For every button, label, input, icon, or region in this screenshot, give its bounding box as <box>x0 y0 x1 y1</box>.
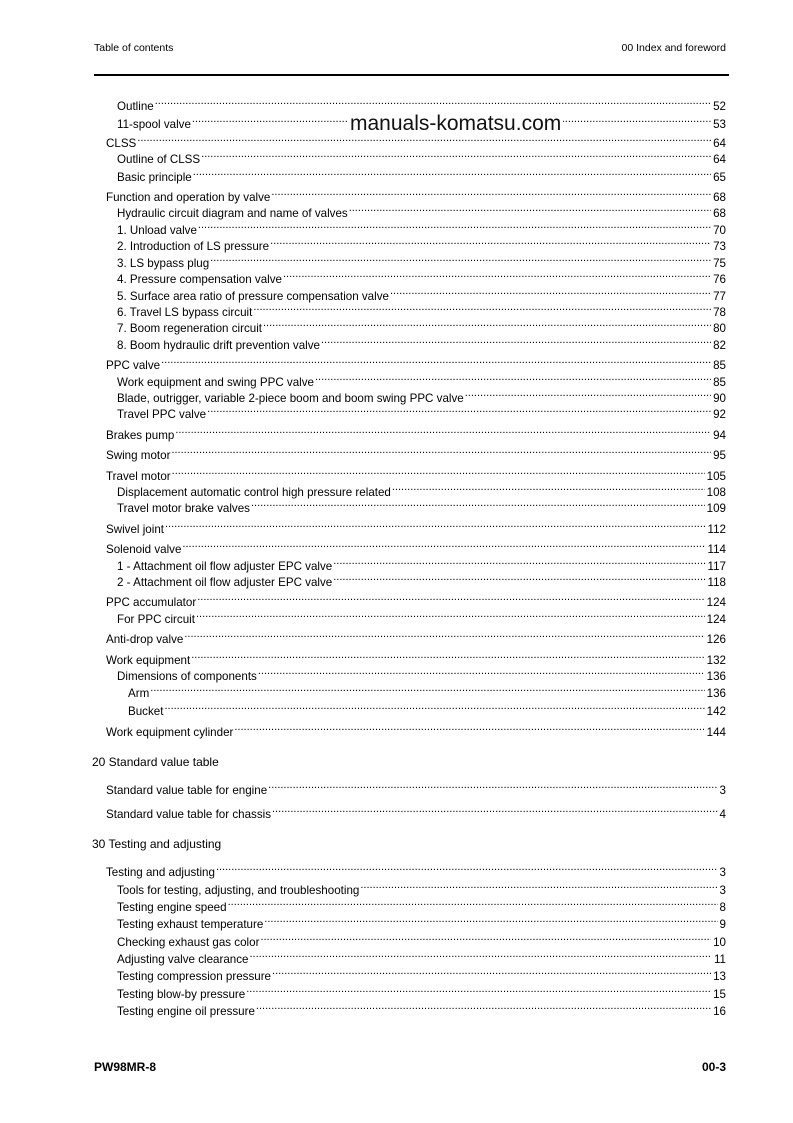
dot-leader <box>155 94 711 110</box>
toc-entry[interactable] <box>117 496 726 515</box>
dot-leader <box>193 165 711 181</box>
toc-entry[interactable] <box>117 999 726 1018</box>
dot-leader <box>251 496 705 512</box>
dot-leader <box>333 570 705 586</box>
toc-entry-page: 109 <box>706 502 726 515</box>
dot-leader <box>191 648 704 664</box>
toc-entry-page: 3 <box>719 884 726 897</box>
toc-entry[interactable] <box>106 353 726 372</box>
toc-entry-label: Brakes pump <box>106 429 175 442</box>
toc-entry-label: Swivel joint <box>106 523 164 536</box>
dot-leader <box>249 947 711 963</box>
dot-leader <box>283 267 711 283</box>
toc-entry[interactable] <box>117 386 726 405</box>
toc-entry[interactable] <box>117 480 726 499</box>
toc-entry-label: PPC valve <box>106 359 161 372</box>
toc-entry[interactable] <box>117 895 726 914</box>
dot-leader <box>182 537 705 553</box>
toc-entry-label: 11-spool valve <box>117 118 191 131</box>
toc-entry-label: 1. Unload valve <box>117 224 197 237</box>
toc-entry[interactable] <box>106 443 726 462</box>
toc-entry[interactable] <box>106 627 726 646</box>
toc-entry-page: 68 <box>713 191 726 204</box>
dot-leader <box>246 982 711 998</box>
toc-entry[interactable] <box>117 570 726 589</box>
toc-entry-page: 136 <box>706 687 726 700</box>
toc-entry-label: 6. Travel LS bypass circuit <box>117 306 253 319</box>
dot-leader <box>268 778 717 794</box>
dot-leader <box>315 370 711 386</box>
toc-entry[interactable] <box>117 201 726 220</box>
dot-leader <box>260 930 711 946</box>
toc-entry-page: 53 <box>713 118 726 131</box>
section-heading: 30 Testing and adjusting <box>92 837 222 851</box>
watermark: manuals-komatsu.com <box>350 112 562 135</box>
toc-entry[interactable] <box>117 147 726 166</box>
toc-entry-page: 124 <box>706 596 726 609</box>
toc-entry[interactable] <box>106 778 726 797</box>
toc-entry[interactable] <box>106 464 726 483</box>
toc-entry-label: 2 - Attachment oil flow adjuster EPC valve <box>117 576 333 589</box>
toc-entry-label: Swing motor <box>106 449 171 462</box>
toc-entry[interactable] <box>117 234 726 253</box>
toc-entry-page: 9 <box>719 918 726 931</box>
toc-entry-page: 64 <box>713 153 726 166</box>
toc-entry-page: 118 <box>707 576 726 589</box>
toc-entry-page: 3 <box>719 784 726 797</box>
toc-entry-label: Standard value table for engine <box>106 784 268 797</box>
dot-leader <box>172 464 705 480</box>
toc-entry-page: 80 <box>713 322 726 335</box>
toc-entry-label: Hydraulic circuit diagram and name of valves <box>117 207 348 220</box>
toc-entry-label: Testing blow-by pressure <box>117 988 246 1001</box>
toc-entry-page: 73 <box>713 240 726 253</box>
toc-entry-page: 92 <box>713 408 726 421</box>
dot-leader <box>321 333 711 349</box>
toc-entry-label: CLSS <box>106 137 137 150</box>
toc-entry-page: 10 <box>713 936 726 949</box>
dot-leader <box>258 664 705 680</box>
header-chapter-title: 00 Index and foreword <box>621 42 726 54</box>
toc-entry[interactable] <box>128 681 726 700</box>
toc-entry[interactable] <box>117 930 726 949</box>
dot-leader <box>207 402 711 418</box>
dot-leader <box>164 699 704 715</box>
toc-entry-page: 16 <box>713 1005 726 1018</box>
toc-entry[interactable] <box>117 664 726 683</box>
toc-entry-label: Displacement automatic control high pressure related <box>117 486 391 499</box>
toc-entry[interactable] <box>117 300 726 319</box>
dot-leader <box>256 999 711 1015</box>
toc-entry-label: 3. LS bypass plug <box>117 257 210 270</box>
toc-entry[interactable] <box>117 947 726 966</box>
toc-entry-label: Work equipment <box>106 654 191 667</box>
toc-entry-label: Testing engine speed <box>117 901 227 914</box>
toc-entry-label: 1 - Attachment oil flow adjuster EPC valve <box>117 560 333 573</box>
toc-entry-page: 15 <box>713 988 726 1001</box>
toc-entry-page: 3 <box>719 866 726 879</box>
toc-entry[interactable] <box>117 333 726 352</box>
toc-entry-page: 76 <box>713 273 726 286</box>
toc-entry-label: Checking exhaust gas color <box>117 936 260 949</box>
toc-entry-page: 136 <box>706 670 726 683</box>
dot-leader <box>392 480 705 496</box>
toc-entry-page: 95 <box>713 449 726 462</box>
toc-entry[interactable] <box>106 802 726 821</box>
toc-entry[interactable] <box>117 165 726 184</box>
toc-entry-label: Travel motor brake valves <box>117 502 250 515</box>
toc-entry-page: 132 <box>706 654 726 667</box>
toc-entry-label: Travel PPC valve <box>117 408 207 421</box>
toc-entry-page: 112 <box>707 523 726 536</box>
toc-entry-page: 75 <box>713 257 726 270</box>
section-heading: 20 Standard value table <box>92 755 219 769</box>
toc-entry-label: Standard value table for chassis <box>106 808 271 821</box>
toc-entry[interactable] <box>117 982 726 1001</box>
toc-entry-label: PPC accumulator <box>106 596 197 609</box>
toc-entry-page: 105 <box>706 470 726 483</box>
toc-entry-label: 7. Boom regeneration circuit <box>117 322 262 335</box>
dot-leader <box>165 517 706 533</box>
toc-entry-page: 85 <box>713 359 726 372</box>
dot-leader <box>465 386 711 402</box>
toc-entry-page: 85 <box>713 376 726 389</box>
toc-entry-page: 108 <box>706 486 726 499</box>
footer-model: PW98MR-8 <box>94 1060 157 1074</box>
toc-entry-label: 8. Boom hydraulic drift prevention valve <box>117 339 320 352</box>
toc-entry-page: 78 <box>713 306 726 319</box>
dot-leader <box>272 964 711 980</box>
toc-entry-page: 4 <box>719 808 726 821</box>
dot-leader <box>271 185 711 201</box>
dot-leader <box>184 627 704 643</box>
toc-entry-label: Work equipment cylinder <box>106 726 234 739</box>
toc-entry-label: Adjusting valve clearance <box>117 953 249 966</box>
toc-entry-page: 142 <box>706 705 726 718</box>
toc-entry-page: 126 <box>706 633 726 646</box>
toc-entry[interactable] <box>106 648 726 667</box>
toc-entry[interactable] <box>117 912 726 931</box>
toc-entry[interactable] <box>117 251 726 270</box>
header-section-title: Table of contents <box>94 42 174 54</box>
toc-entry[interactable] <box>117 267 726 286</box>
toc-entry[interactable] <box>117 402 726 421</box>
toc-entry-label: 2. Introduction of LS pressure <box>117 240 270 253</box>
toc-entry-label: Tools for testing, adjusting, and troubleshooting <box>117 884 360 897</box>
toc-entry-label: Testing and adjusting <box>106 866 215 879</box>
toc-entry-label: For PPC circuit <box>117 613 195 626</box>
toc-entry-label: Blade, outrigger, variable 2-piece boom and boom swing PPC valve <box>117 392 464 405</box>
dot-leader <box>349 201 711 217</box>
toc-entry[interactable] <box>128 699 726 718</box>
toc-entry-label: Dimensions of components <box>117 670 257 683</box>
dot-leader <box>150 681 704 697</box>
toc-entry-label: Outline <box>117 100 154 113</box>
dot-leader <box>171 443 711 459</box>
dot-leader <box>161 353 711 369</box>
dot-leader <box>264 912 717 928</box>
dot-leader <box>234 720 704 736</box>
toc-entry[interactable] <box>117 94 726 113</box>
toc-entry-page: 144 <box>706 726 726 739</box>
toc-entry[interactable] <box>106 720 726 739</box>
toc-entry-page: 77 <box>713 290 726 303</box>
toc-entry-page: 11 <box>713 953 726 966</box>
toc-entry[interactable] <box>117 316 726 335</box>
toc-entry-label: Work equipment and swing PPC valve <box>117 376 314 389</box>
dot-leader <box>263 316 711 332</box>
toc-entry-page: 82 <box>713 339 726 352</box>
toc-entry[interactable] <box>117 607 726 626</box>
dot-leader <box>175 423 711 439</box>
dot-leader <box>253 300 711 316</box>
toc-entry-label: 5. Surface area ratio of pressure compensation valve <box>117 290 389 303</box>
dot-leader <box>210 251 711 267</box>
toc-entry-page: 90 <box>713 392 726 405</box>
dot-leader <box>360 878 717 894</box>
dot-leader <box>198 218 711 234</box>
dot-leader <box>216 860 718 876</box>
toc-entry[interactable] <box>106 185 726 204</box>
toc-entry[interactable] <box>106 590 726 609</box>
toc-entry-page: 70 <box>713 224 726 237</box>
toc-entry-label: Basic principle <box>117 171 192 184</box>
toc-entry-label: Testing compression pressure <box>117 970 272 983</box>
toc-entry-label: Outline of CLSS <box>117 153 201 166</box>
toc-entry-page: 114 <box>707 543 726 556</box>
toc-entry[interactable] <box>106 860 726 879</box>
dot-leader <box>228 895 718 911</box>
toc-entry-label: Testing engine oil pressure <box>117 1005 255 1018</box>
toc-entry[interactable] <box>106 423 726 442</box>
toc-entry[interactable] <box>117 554 726 573</box>
toc-entry-label: Travel motor <box>106 470 171 483</box>
toc-entry-page: 117 <box>707 560 726 573</box>
dot-leader <box>196 607 705 623</box>
toc-entry-label: Function and operation by valve <box>106 191 271 204</box>
toc-entry[interactable] <box>106 517 726 536</box>
toc-entry[interactable] <box>117 218 726 237</box>
toc-entry-page: 65 <box>713 171 726 184</box>
toc-entry-label: Arm <box>128 687 150 700</box>
dot-leader <box>272 802 718 818</box>
toc-entry-label: Solenoid valve <box>106 543 182 556</box>
dot-leader <box>270 234 711 250</box>
toc-entry-page: 68 <box>713 207 726 220</box>
dot-leader <box>197 590 704 606</box>
toc-entry-label: Anti-drop valve <box>106 633 184 646</box>
toc-entry-page: 8 <box>719 901 726 914</box>
toc-entry-label: 4. Pressure compensation valve <box>117 273 282 286</box>
dot-leader <box>390 284 711 300</box>
toc-entry-label: Bucket <box>128 705 164 718</box>
toc-entry[interactable] <box>106 537 726 556</box>
toc-entry-page: 124 <box>706 613 726 626</box>
toc-entry[interactable] <box>117 878 726 897</box>
toc-entry-page: 64 <box>713 137 726 150</box>
footer-page-number: 00-3 <box>701 1060 726 1074</box>
toc-entry[interactable] <box>117 284 726 303</box>
toc-entry-page: 94 <box>713 429 726 442</box>
page-footer <box>94 1060 726 1076</box>
toc-entry-page: 52 <box>713 100 726 113</box>
toc-entry-page: 13 <box>713 970 726 983</box>
toc-entry[interactable] <box>117 964 726 983</box>
toc-entry-label: Testing exhaust temperature <box>117 918 264 931</box>
toc-entry[interactable] <box>117 370 726 389</box>
dot-leader <box>333 554 705 570</box>
dot-leader <box>201 147 711 163</box>
